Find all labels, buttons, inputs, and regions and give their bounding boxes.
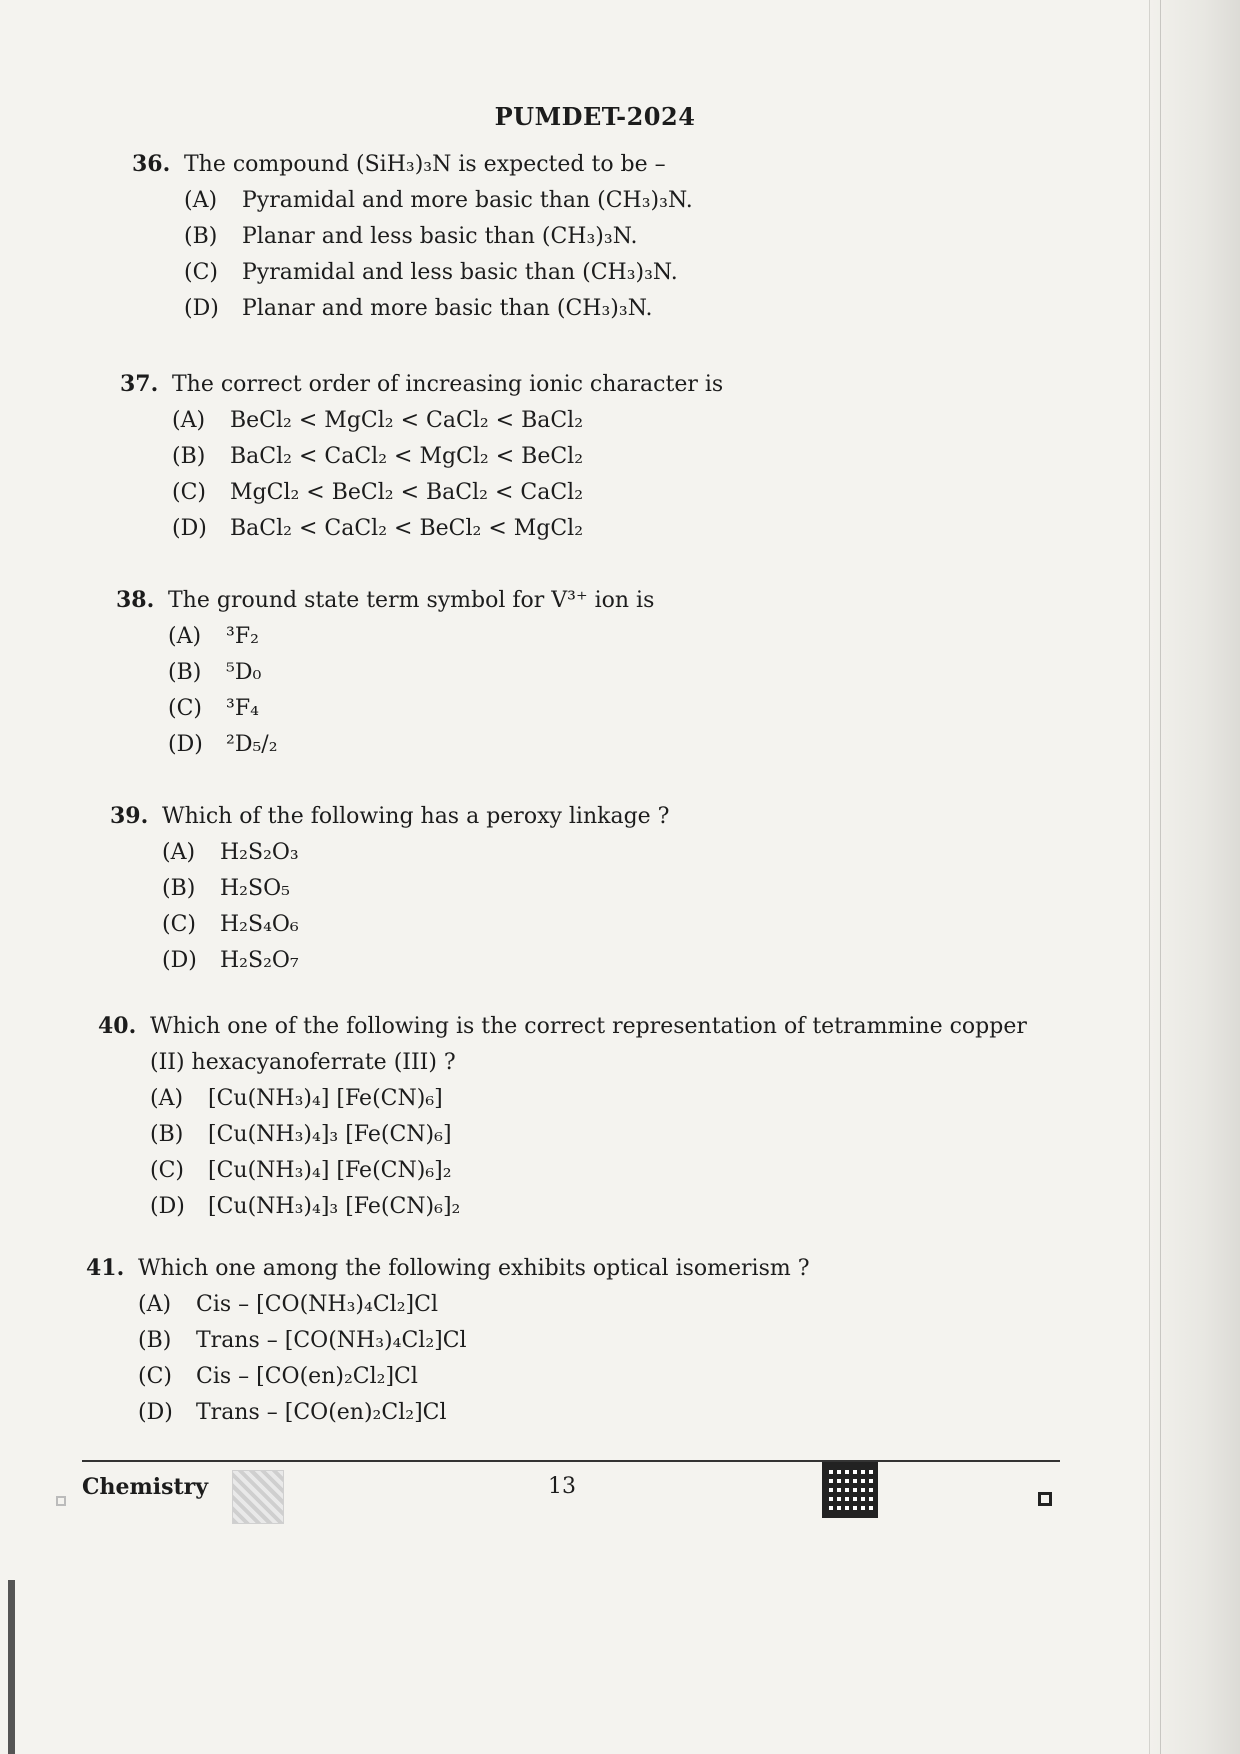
option-d: (D) ²D₅/₂ [168, 732, 278, 757]
question-stem: The correct order of increasing ionic character is [172, 372, 724, 397]
option-d: (D) BaCl₂ < CaCl₂ < BeCl₂ < MgCl₂ [172, 516, 584, 541]
question-38 [116, 582, 1096, 763]
option-b: (B) Trans – [CO(NH₃)₄Cl₂]Cl [138, 1328, 467, 1353]
option-c: (C) ³F₄ [168, 696, 259, 721]
question-stem: Which of the following has a peroxy linkage ? [162, 804, 670, 829]
option-a: (A) ³F₂ [168, 624, 259, 649]
option-b: (B) ⁵D₀ [168, 660, 262, 685]
question-36 [132, 146, 1112, 327]
question-stem: Which one of the following is the correct representation of tetrammine copper [150, 1014, 1027, 1039]
faint-qr-code-icon [232, 1470, 284, 1524]
option-c: (C) Pyramidal and less basic than (CH₃)₃N. [184, 260, 678, 285]
option-c: (C) H₂S₄O₆ [162, 912, 299, 937]
question-number: 39. [110, 803, 149, 829]
question-stem: Which one among the following exhibits optical isomerism ? [138, 1256, 810, 1281]
page-number: 13 [548, 1474, 576, 1499]
footer-divider [82, 1460, 1060, 1462]
question-39 [110, 798, 1090, 979]
square-icon [1038, 1492, 1052, 1506]
question-41 [86, 1250, 1066, 1431]
option-d: (D) [Cu(NH₃)₄]₃ [Fe(CN)₆]₂ [150, 1194, 461, 1219]
option-a: (A) H₂S₂O₃ [162, 840, 299, 865]
footer-subject: Chemistry [82, 1474, 209, 1500]
option-d: (D) H₂S₂O₇ [162, 948, 299, 973]
option-a: (A) BeCl₂ < MgCl₂ < CaCl₂ < BaCl₂ [172, 408, 584, 433]
option-b: (B) BaCl₂ < CaCl₂ < MgCl₂ < BeCl₂ [172, 444, 584, 469]
question-stem-continued: (II) hexacyanoferrate (III) ? [150, 1050, 456, 1075]
option-c: (C) [Cu(NH₃)₄] [Fe(CN)₆]₂ [150, 1158, 452, 1183]
question-37 [120, 366, 1100, 547]
option-b: (B) H₂SO₅ [162, 876, 290, 901]
question-number: 36. [132, 151, 171, 177]
option-b: (B) [Cu(NH₃)₄]₃ [Fe(CN)₆] [150, 1122, 452, 1147]
option-d: (D) Trans – [CO(en)₂Cl₂]Cl [138, 1400, 447, 1425]
page-edge-shadow [1149, 0, 1240, 1754]
question-number: 38. [116, 587, 155, 613]
option-a: (A) Pyramidal and more basic than (CH₃)₃N. [184, 188, 693, 213]
question-40 [98, 1008, 1098, 1225]
option-c: (C) MgCl₂ < BeCl₂ < BaCl₂ < CaCl₂ [172, 480, 584, 505]
option-a: (A) Cis – [CO(NH₃)₄Cl₂]Cl [138, 1292, 438, 1317]
question-number: 37. [120, 371, 159, 397]
question-stem: The compound (SiH₃)₃N is expected to be – [184, 152, 666, 177]
option-a: (A) [Cu(NH₃)₄] [Fe(CN)₆] [150, 1086, 443, 1111]
option-d: (D) Planar and more basic than (CH₃)₃N. [184, 296, 653, 321]
question-number: 41. [86, 1255, 125, 1281]
option-b: (B) Planar and less basic than (CH₃)₃N. [184, 224, 638, 249]
page-title: PUMDET-2024 [494, 102, 696, 131]
question-stem: The ground state term symbol for V³⁺ ion is [168, 588, 655, 613]
option-c: (C) Cis – [CO(en)₂Cl₂]Cl [138, 1364, 418, 1389]
question-number: 40. [98, 1013, 137, 1039]
qr-code-icon [822, 1462, 878, 1518]
corner-square-icon [56, 1496, 66, 1506]
scan-edge-mark [8, 1580, 15, 1754]
